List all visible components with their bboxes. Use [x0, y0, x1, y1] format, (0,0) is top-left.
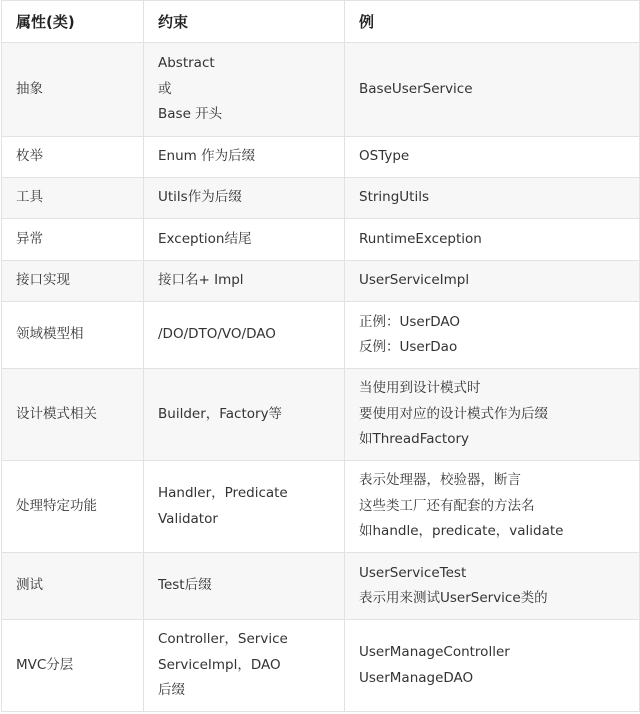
header-attribute: 属性(类) — [2, 1, 144, 43]
table-row — [2, 219, 640, 261]
cell-line: Abstract — [158, 55, 215, 72]
cell-line: Test后缀 — [158, 577, 212, 594]
example-cell — [345, 178, 640, 219]
cell-line: Handler，Predicate — [158, 485, 288, 501]
cell-line: 如ThreadFactory — [359, 431, 470, 448]
example-cell — [345, 137, 640, 178]
cell-line: /DO/DTO/VO/DAO — [158, 326, 276, 343]
constraint-cell — [144, 219, 345, 261]
cell-line: UserManageDAO — [359, 669, 474, 686]
cell-line: UserManageController — [359, 644, 510, 660]
table-row — [2, 553, 640, 620]
constraint-cell — [144, 620, 345, 712]
cell-line: 抽象 — [16, 80, 43, 97]
cell-line: Builder，Factory等 — [158, 405, 283, 422]
header-row — [2, 1, 640, 43]
cell-line: 要使用对应的设计模式作为后缀 — [359, 405, 548, 422]
cell-line: 后缀 — [158, 682, 185, 699]
attribute-cell — [2, 620, 144, 712]
attribute-cell — [2, 302, 144, 369]
attribute-cell — [2, 461, 144, 553]
header-constraint: 约束 — [144, 1, 345, 43]
cell-line: Validator — [158, 510, 218, 527]
cell-line: ServiceImpl，DAO — [158, 656, 281, 673]
cell-line: 或 — [158, 80, 172, 97]
cell-line: 这些类工厂还有配套的方法名 — [359, 497, 535, 514]
example-cell — [345, 43, 640, 137]
constraint-cell — [144, 43, 345, 137]
cell-line: 接口实现 — [16, 272, 70, 289]
table-row — [2, 137, 640, 178]
example-cell — [345, 219, 640, 261]
cell-line: Utils作为后缀 — [158, 189, 242, 206]
attribute-cell — [2, 137, 144, 178]
cell-line: 枚举 — [16, 148, 43, 165]
naming-convention-table — [1, 0, 640, 712]
cell-line: RuntimeException — [359, 230, 482, 247]
attribute-cell — [2, 178, 144, 219]
attribute-cell — [2, 219, 144, 261]
cell-line: Exception结尾 — [158, 230, 252, 247]
cell-line: UserServiceTest — [359, 564, 467, 581]
cell-line: 设计模式相关 — [16, 405, 97, 422]
table-body — [2, 43, 640, 712]
constraint-cell — [144, 369, 345, 461]
table-row — [2, 261, 640, 302]
example-cell — [345, 369, 640, 461]
cell-line: 当使用到设计模式时 — [359, 380, 481, 397]
example-cell — [345, 553, 640, 620]
cell-line: Controller，Service — [158, 631, 288, 648]
constraint-cell — [144, 261, 345, 302]
cell-line: OSType — [359, 148, 410, 165]
cell-line: 如handle，predicate，validate — [359, 523, 564, 540]
table-row — [2, 43, 640, 137]
cell-line: 处理特定功能 — [16, 497, 97, 514]
attribute-cell — [2, 369, 144, 461]
constraint-cell — [144, 553, 345, 620]
table-row — [2, 302, 640, 369]
cell-line: 接口名+ Impl — [158, 272, 244, 289]
attribute-cell — [2, 43, 144, 137]
table-row — [2, 178, 640, 219]
cell-line: Base 开头 — [158, 106, 223, 123]
attribute-cell — [2, 261, 144, 302]
cell-line: 领域模型相 — [16, 326, 84, 343]
constraint-cell — [144, 461, 345, 553]
cell-line: 表示用来测试UserService类的 — [359, 590, 548, 606]
attribute-cell — [2, 553, 144, 620]
cell-line: 测试 — [16, 577, 43, 594]
table-row — [2, 461, 640, 553]
example-cell — [345, 620, 640, 712]
example-cell — [345, 302, 640, 369]
cell-line: StringUtils — [359, 189, 429, 206]
table-row — [2, 620, 640, 712]
constraint-cell — [144, 178, 345, 219]
constraint-cell — [144, 137, 345, 178]
cell-line: UserServiceImpl — [359, 272, 470, 289]
cell-line: 表示处理器，校验器，断言 — [359, 472, 521, 489]
table-row — [2, 369, 640, 461]
cell-line: MVC分层 — [16, 656, 74, 673]
constraint-cell — [144, 302, 345, 369]
header-example: 例 — [345, 1, 640, 43]
cell-line: Enum 作为后缀 — [158, 148, 256, 165]
cell-line: BaseUserService — [359, 80, 473, 97]
example-cell — [345, 261, 640, 302]
cell-line: 异常 — [16, 230, 43, 247]
example-cell — [345, 461, 640, 553]
table-header — [2, 1, 640, 43]
cell-line: 正例：UserDAO — [359, 313, 461, 330]
cell-line: 工具 — [16, 189, 43, 206]
cell-line: 反例：UserDao — [359, 339, 458, 355]
